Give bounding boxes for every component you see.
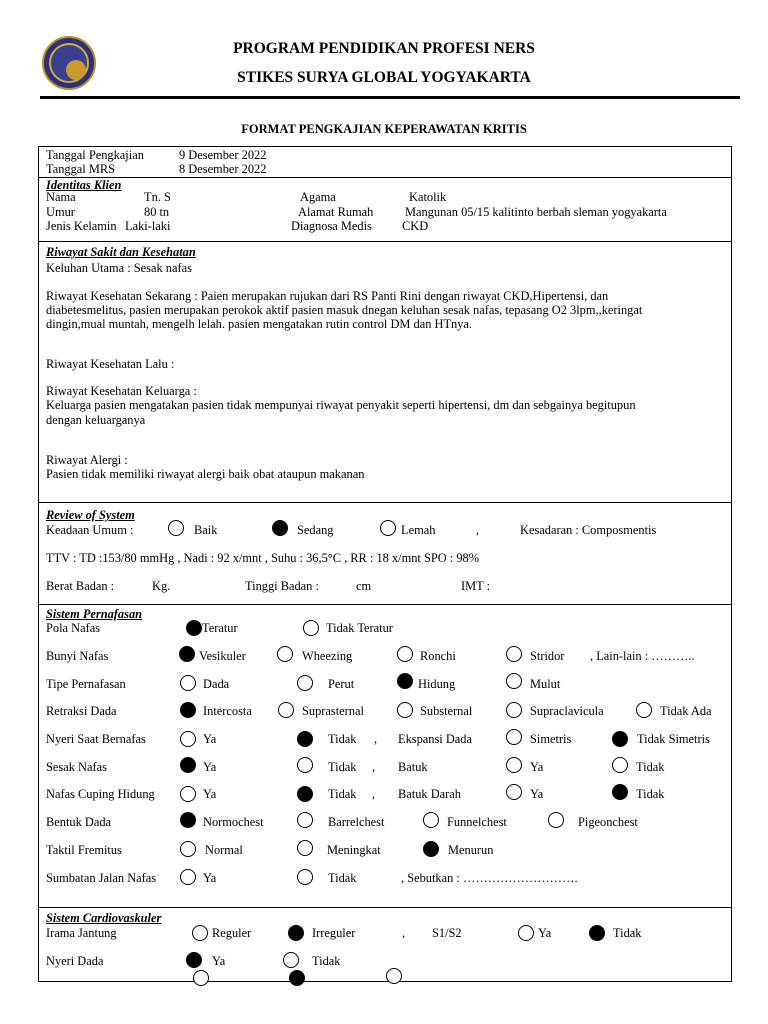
riwayat-sekarang-line: diabetesmelitus, pasien merupakan perokok aktif pasien masuk dnegan keluhan sesak nafas, tepasang O2 3lpm,,keringat bbox=[46, 303, 643, 317]
option-label: Hidung bbox=[418, 677, 456, 691]
riwayat-keluarga-line: dengan keluarganya bbox=[46, 413, 146, 427]
sesak-nafas-label: Sesak Nafas bbox=[46, 760, 107, 774]
ros-title: Review of System bbox=[46, 508, 135, 522]
option-label: Ya bbox=[203, 787, 217, 801]
option-label: Tidak Simetris bbox=[637, 732, 710, 746]
radio-batuk-darah-tidak[interactable] bbox=[612, 784, 628, 800]
agama-label: Agama bbox=[300, 190, 336, 204]
radio-simetris[interactable] bbox=[506, 729, 522, 745]
radio-hidung[interactable] bbox=[397, 673, 413, 689]
option-label: Sedang bbox=[297, 523, 334, 537]
option-label: Tidak bbox=[636, 787, 665, 801]
ekspansi-dada-label: Ekspansi Dada bbox=[398, 732, 472, 746]
nyeri-bernafas-label: Nyeri Saat Bernafas bbox=[46, 732, 146, 746]
radio-sumbatan-ya[interactable] bbox=[180, 869, 196, 885]
radio-lemah[interactable] bbox=[380, 520, 396, 536]
radio-tidak-teratur[interactable] bbox=[303, 620, 319, 636]
radio-batuk-darah-ya[interactable] bbox=[506, 784, 522, 800]
cardio-title: Sistem Cardiovaskuler bbox=[46, 911, 162, 925]
pola-nafas-label: Pola Nafas bbox=[46, 621, 101, 635]
riwayat-sekarang-line: dingin,mual muntah, mengelh lelah. pasien mengatakan rutin control DM dan HTnya. bbox=[46, 317, 472, 331]
radio-sesak-tidak[interactable] bbox=[297, 757, 313, 773]
option-label: Tidak bbox=[328, 787, 357, 801]
tanggal-pengkajian-label: Tanggal Pengkajian bbox=[46, 148, 144, 162]
sebutkan: , Sebutkan : ………………………. bbox=[401, 871, 578, 885]
radio-stridor[interactable] bbox=[506, 646, 522, 662]
kesadaran: Kesadaran : Composmentis bbox=[520, 523, 657, 537]
option-label: Ya bbox=[530, 787, 544, 801]
radio-cuping-ya[interactable] bbox=[180, 786, 196, 802]
radio-nyeri-tidak[interactable] bbox=[297, 731, 313, 747]
jenis-kelamin-value: Laki-laki bbox=[125, 219, 171, 233]
tinggi-badan-label: Tinggi Badan : bbox=[245, 579, 319, 593]
riwayat-alergi-value: Pasien tidak memiliki riwayat alergi baik obat ataupun makanan bbox=[46, 467, 365, 481]
divider bbox=[38, 907, 732, 908]
radio-sedang[interactable] bbox=[272, 520, 288, 536]
option-label: Menurun bbox=[448, 843, 494, 857]
nama-value: Tn. S bbox=[144, 190, 171, 204]
alamat-label: Alamat Rumah bbox=[298, 205, 374, 219]
taktil-fremitus-label: Taktil Fremitus bbox=[46, 843, 122, 857]
keadaan-label: Keadaan Umum : bbox=[46, 523, 134, 537]
option-label: Ya bbox=[203, 760, 217, 774]
radio-batuk-ya[interactable] bbox=[506, 757, 522, 773]
option-label: Supraclavicula bbox=[530, 704, 604, 718]
separator: , bbox=[372, 787, 376, 801]
radio-intercosta[interactable] bbox=[180, 702, 196, 718]
s1s2-label: S1/S2 bbox=[432, 926, 462, 940]
pernafasan-title: Sistem Pernafasan bbox=[46, 607, 143, 621]
option-label: Simetris bbox=[530, 732, 572, 746]
riwayat-lalu: Riwayat Kesehatan Lalu : bbox=[46, 357, 175, 371]
riwayat-keluarga-label: Riwayat Kesehatan Keluarga : bbox=[46, 384, 197, 398]
radio-teratur[interactable] bbox=[186, 620, 202, 636]
radio-meningkat[interactable] bbox=[297, 840, 313, 856]
berat-badan-label: Berat Badan : bbox=[46, 579, 115, 593]
radio-tidak-ada[interactable] bbox=[636, 702, 652, 718]
divider bbox=[38, 502, 732, 503]
option-label: Perut bbox=[328, 677, 355, 691]
radio-tidak-simetris[interactable] bbox=[612, 731, 628, 747]
radio-ronchi[interactable] bbox=[397, 646, 413, 662]
option-label: Teratur bbox=[202, 621, 238, 635]
option-label: Tidak bbox=[328, 871, 357, 885]
option-label: Suprasternal bbox=[302, 704, 364, 718]
radio-wheezing[interactable] bbox=[277, 646, 293, 662]
separator: , bbox=[476, 523, 480, 537]
radio-reguler[interactable] bbox=[192, 925, 208, 941]
batuk-label: Batuk bbox=[398, 760, 428, 774]
separator: , bbox=[372, 760, 376, 774]
riwayat-keluarga-line: Keluarga pasien mengatakan pasien tidak mempunyai riwayat penyakit seperti hipertensi, dm dan sebgainya begitupun bbox=[46, 398, 636, 412]
imt-label: IMT : bbox=[461, 579, 491, 593]
institution-title: STIKES SURYA GLOBAL YOGYAKARTA bbox=[237, 69, 531, 86]
irama-jantung-label: Irama Jantung bbox=[46, 926, 117, 940]
diagnosa-value: CKD bbox=[402, 219, 429, 233]
radio-funnelchest[interactable] bbox=[423, 812, 439, 828]
radio-mulut[interactable] bbox=[506, 673, 522, 689]
sumbatan-label: Sumbatan Jalan Nafas bbox=[46, 871, 157, 885]
option-label: Normochest bbox=[203, 815, 264, 829]
option-label: Tidak Teratur bbox=[326, 621, 393, 635]
option-label: Vesikuler bbox=[199, 649, 246, 663]
divider bbox=[38, 604, 732, 605]
divider bbox=[38, 241, 732, 242]
tanggal-mrs-value: 8 Desember 2022 bbox=[179, 162, 267, 176]
radio-suprasternal[interactable] bbox=[278, 702, 294, 718]
separator: , bbox=[374, 732, 378, 746]
option-label: Reguler bbox=[212, 926, 252, 940]
tipe-pernafasan-label: Tipe Pernafasan bbox=[46, 677, 126, 691]
berat-badan-unit: Kg. bbox=[152, 579, 171, 593]
option-label: Barrelchest bbox=[328, 815, 385, 829]
option-label: Mulut bbox=[530, 677, 561, 691]
option-label: Tidak bbox=[613, 926, 642, 940]
option-label: Tidak bbox=[312, 954, 341, 968]
bunyi-nafas-label: Bunyi Nafas bbox=[46, 649, 109, 663]
retraksi-dada-label: Retraksi Dada bbox=[46, 704, 117, 718]
option-label: Stridor bbox=[530, 649, 565, 663]
riwayat-title: Riwayat Sakit dan Kesehatan bbox=[46, 245, 196, 259]
lain-lain: , Lain-lain : ……….. bbox=[590, 649, 695, 663]
option-label: Ya bbox=[203, 732, 217, 746]
option-label: Ronchi bbox=[420, 649, 456, 663]
radio-s1s2-ya[interactable] bbox=[518, 925, 534, 941]
option-label: Substernal bbox=[420, 704, 473, 718]
option-label: Lemah bbox=[401, 523, 436, 537]
option-label: Pigeonchest bbox=[578, 815, 638, 829]
jenis-kelamin-label: Jenis Kelamin bbox=[46, 219, 117, 233]
keluhan-utama: Keluhan Utama : Sesak nafas bbox=[46, 261, 192, 275]
bentuk-dada-label: Bentuk Dada bbox=[46, 815, 112, 829]
option-label: Tidak bbox=[328, 732, 357, 746]
tinggi-badan-unit: cm bbox=[356, 579, 372, 593]
radio-substernal[interactable] bbox=[397, 702, 413, 718]
radio-pigeonchest[interactable] bbox=[548, 812, 564, 828]
separator: , bbox=[402, 926, 406, 940]
radio-vesikuler[interactable] bbox=[179, 646, 195, 662]
option-label: Ya bbox=[212, 954, 226, 968]
option-label: Tidak bbox=[636, 760, 665, 774]
option-label: Normal bbox=[205, 843, 243, 857]
radio-menurun[interactable] bbox=[423, 841, 439, 857]
radio-batuk-tidak[interactable] bbox=[612, 757, 628, 773]
option-label: Ya bbox=[530, 760, 544, 774]
option-label: Intercosta bbox=[203, 704, 252, 718]
radio-s1s2-tidak[interactable] bbox=[589, 925, 605, 941]
radio-cuping-tidak[interactable] bbox=[297, 786, 313, 802]
radio-perut[interactable] bbox=[297, 675, 313, 691]
riwayat-alergi-label: Riwayat Alergi : bbox=[46, 453, 128, 467]
radio-supraclavicula[interactable] bbox=[506, 702, 522, 718]
radio-normal[interactable] bbox=[180, 841, 196, 857]
option-label: Wheezing bbox=[302, 649, 353, 663]
radio-nyeri-dada-tidak[interactable] bbox=[283, 952, 299, 968]
radio-irreguler[interactable] bbox=[288, 925, 304, 941]
radio-barrelchest[interactable] bbox=[297, 812, 313, 828]
diagnosa-label: Diagnosa Medis bbox=[291, 219, 372, 233]
option-label: Irreguler bbox=[312, 926, 356, 940]
option-label: Tidak Ada bbox=[660, 704, 712, 718]
radio-dada[interactable] bbox=[180, 675, 196, 691]
tanggal-pengkajian-value: 9 Desember 2022 bbox=[179, 148, 267, 162]
option-label: Ya bbox=[538, 926, 552, 940]
radio-next-row[interactable] bbox=[289, 970, 305, 986]
alamat-value: Mangunan 05/15 kalitinto berbah sleman yogyakarta bbox=[405, 205, 667, 219]
nyeri-dada-label: Nyeri Dada bbox=[46, 954, 104, 968]
nama-label: Nama bbox=[46, 190, 76, 204]
option-label: Dada bbox=[203, 677, 230, 691]
option-label: Meningkat bbox=[327, 843, 381, 857]
option-label: Funnelchest bbox=[447, 815, 507, 829]
umur-label: Umur bbox=[46, 205, 75, 219]
radio-nyeri-ya[interactable] bbox=[180, 731, 196, 747]
radio-baik[interactable] bbox=[168, 520, 184, 536]
radio-sumbatan-tidak[interactable] bbox=[297, 869, 313, 885]
identitas-title: Identitas Klien bbox=[46, 178, 122, 192]
riwayat-sekarang-line: Riwayat Kesehatan Sekarang : Paien merupakan rujukan dari RS Panti Rini dengan riwayat CKD,Hipertensi, dan bbox=[46, 289, 609, 303]
program-title: PROGRAM PENDIDIKAN PROFESI NERS bbox=[233, 40, 535, 57]
batuk-darah-label: Batuk Darah bbox=[398, 787, 461, 801]
radio-sesak-ya[interactable] bbox=[180, 757, 196, 773]
option-label: Baik bbox=[194, 523, 218, 537]
agama-value: Katolik bbox=[409, 190, 447, 204]
divider bbox=[38, 177, 732, 178]
radio-next-row[interactable] bbox=[386, 968, 402, 984]
tanggal-mrs-label: Tanggal MRS bbox=[46, 162, 116, 176]
form-title: FORMAT PENGKAJIAN KEPERAWATAN KRITIS bbox=[241, 122, 527, 136]
header-divider bbox=[40, 96, 740, 99]
cuping-hidung-label: Nafas Cuping Hidung bbox=[46, 787, 155, 801]
radio-normochest[interactable] bbox=[180, 812, 196, 828]
umur-value: 80 tn bbox=[144, 205, 170, 219]
radio-next-row[interactable] bbox=[193, 970, 209, 986]
radio-nyeri-dada-ya[interactable] bbox=[186, 952, 202, 968]
option-label: Ya bbox=[203, 871, 217, 885]
ttv: TTV : TD :153/80 mmHg , Nadi : 92 x/mnt , Suhu : 36,5°C , RR : 18 x/mnt SPO : 98% bbox=[46, 551, 480, 565]
option-label: Tidak bbox=[328, 760, 357, 774]
